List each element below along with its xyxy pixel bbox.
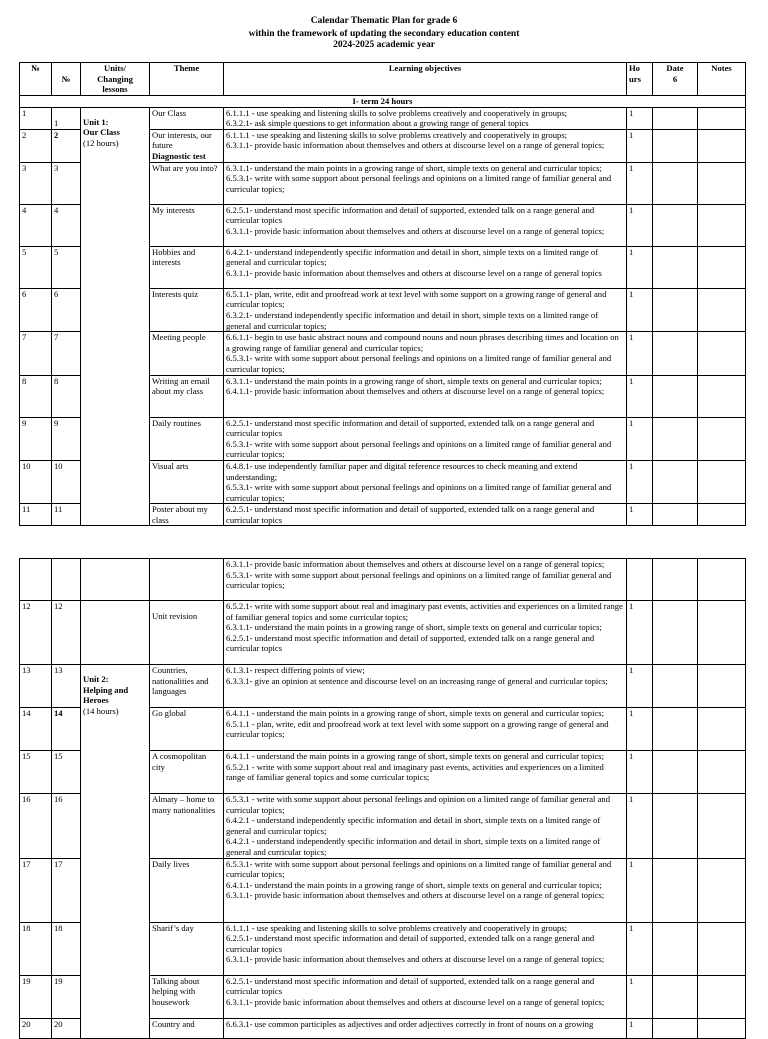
theme-cell (150, 665, 224, 708)
hours-cell: 1 (627, 922, 653, 975)
col-notes: Notes (698, 63, 746, 96)
objective-line: 6.5.3.1- write with some support about personal feelings and opinions on a limited range of familiar general and curricular topics; (226, 569, 612, 591)
term-label: I- term 24 hours (20, 96, 746, 108)
lesson-number: 12 (52, 601, 81, 665)
lesson-number: 20 (52, 1018, 81, 1038)
row-number: 2 (20, 129, 52, 162)
theme-cell (150, 708, 224, 751)
notes-cell (698, 162, 746, 204)
row-number: 14 (20, 708, 52, 751)
lesson-number: 19 (52, 975, 81, 1018)
objective-line: 6.2.5.1- understand most specific information and detail of supported, extended talk on a range general and curricular topics (226, 933, 595, 954)
theme-cell (150, 794, 224, 859)
col-theme: Theme (150, 63, 224, 96)
lesson-number: 8 (52, 375, 81, 417)
hours-cell: 1 (627, 332, 653, 375)
notes-cell (698, 417, 746, 460)
objective-line: 6.5.3.1- write with some support about personal feelings and opinions on a limited range of familiar general and curricular topics; (226, 353, 612, 374)
date-cell (653, 601, 698, 665)
theme-text: What are you into? (152, 162, 218, 173)
notes-cell (698, 1018, 746, 1038)
notes-cell (698, 559, 746, 601)
notes-cell (698, 751, 746, 794)
row-number: 4 (20, 204, 52, 246)
lesson-number: 10 (52, 460, 81, 503)
row-number: 20 (20, 1018, 52, 1038)
date-cell (653, 665, 698, 708)
theme-cell (150, 129, 224, 162)
theme-text: Talking about helping with housework (152, 975, 200, 1007)
row-number: 18 (20, 922, 52, 975)
objective-line: 6.4.1.1 - understand the main points in a growing range of short, simple texts on general and curricular topics; (226, 751, 605, 761)
row-number (20, 559, 52, 601)
theme-cell (150, 504, 224, 526)
objective-line: 6.2.5.1- understand most specific information and detail of supported, extended talk on a range general and curricular topics (226, 504, 595, 525)
hours-cell: 1 (627, 504, 653, 526)
lesson-number: 11 (52, 504, 81, 526)
theme-cell (150, 107, 224, 129)
objectives-cell (224, 332, 627, 375)
objective-line: 6.3.1.1- understand the main points in a growing range of short, simple texts on general and curricular topics; (226, 162, 602, 173)
objective-line: 6.3.2.1- ask simple questions to get information about a growing range of general topics (226, 118, 529, 129)
notes-cell (698, 975, 746, 1018)
row-number: 1 (20, 107, 52, 129)
hours-cell: 1 (627, 288, 653, 331)
row-number: 17 (20, 858, 52, 922)
hours-cell: 1 (627, 204, 653, 246)
unit-cell (81, 665, 150, 1039)
objectives-cell (224, 922, 627, 975)
theme-cell (150, 332, 224, 375)
objectives-cell (224, 858, 627, 922)
row-number: 15 (20, 751, 52, 794)
hours-cell: 1 (627, 460, 653, 503)
hours-cell: 1 (627, 858, 653, 922)
objectives-cell (224, 794, 627, 859)
date-cell (653, 417, 698, 460)
notes-cell (698, 204, 746, 246)
objective-line: 6.1.1.1 - use speaking and listening skills to solve problems creatively and cooperatively in groups; (226, 107, 568, 118)
table-row (20, 601, 746, 665)
col-number: № (20, 63, 52, 96)
objective-line: 6.5.3.1- write with some support about personal feelings and opinions on a limited range of familiar general and curricular topics; (226, 173, 612, 194)
objective-line: 6.3.1.1- provide basic information about themselves and others at discourse level on a range of general topics; (226, 559, 605, 569)
objective-line: 6.3.3.1- give an opinion at sentence and discourse level on an increasing range of general and curricular topics; (226, 675, 608, 686)
objectives-cell (224, 129, 627, 162)
theme-text: A cosmopolitan city (152, 751, 207, 772)
doc-title: Calendar Thematic Plan for grade 6 (310, 16, 458, 26)
objective-line: 6.4.2.1 - understand independently specific information and detail in short, simple texts on a limited range of general and curricular topics; (226, 836, 601, 857)
theme-text: Daily routines (152, 417, 201, 428)
theme-text: Our interests, our future (152, 129, 212, 151)
notes-cell (698, 601, 746, 665)
continuation-row (20, 559, 746, 601)
objective-line: 6.5.3.1- write with some support about personal feelings and opinions on a limited range of familiar general and curricular topics; (226, 858, 612, 880)
date-cell (653, 794, 698, 859)
hours-cell: 1 (627, 708, 653, 751)
date-cell (653, 460, 698, 503)
unit-cell (81, 107, 150, 526)
objective-line: 6.2.5.1- understand most specific information and detail of supported, extended talk on a range general and curricular topics (226, 632, 595, 654)
objective-line: 6.3.1.1- provide basic information about themselves and others at discourse level on a range of general topics; (226, 954, 605, 965)
theme-text: Go global (152, 708, 187, 718)
row-number: 6 (20, 288, 52, 331)
objectives-cell (224, 375, 627, 417)
date-cell (653, 246, 698, 288)
lesson-number: 6 (52, 288, 81, 331)
theme-cell (150, 288, 224, 331)
objective-line: 6.4.1.1 - understand the main points in a growing range of short, simple texts on general and curricular topics; (226, 708, 605, 718)
notes-cell (698, 708, 746, 751)
doc-subtitle: within the framework of updating the secondary education content (248, 29, 520, 39)
plan-table-page1 (19, 62, 746, 526)
objective-line: 6.3.1.1- provide basic information about themselves and others at discourse level on a range of general topics; (226, 140, 605, 151)
notes-cell (698, 332, 746, 375)
notes-cell (698, 858, 746, 922)
objective-line: 6.5.3.1- write with some support about personal feelings and opinions on a limited range of familiar general and curricular topics; (226, 482, 612, 503)
lesson-number: 17 (52, 858, 81, 922)
date-cell (653, 162, 698, 204)
hours-cell (627, 559, 653, 601)
hours-cell: 1 (627, 1018, 653, 1038)
theme-cell (150, 375, 224, 417)
plan-table-page2 (19, 558, 746, 1039)
objective-line: 6.4.1.1- provide basic information about themselves and others at discourse level on a range of general topics; (226, 386, 605, 397)
date-cell (653, 559, 698, 601)
objectives-cell (224, 1018, 627, 1038)
theme-text: Country and (152, 1018, 195, 1029)
hours-cell: 1 (627, 417, 653, 460)
objective-line: 6.3.1.1- provide basic information about themselves and others at discourse level on a range of general topics; (226, 225, 605, 236)
doc-year: 2024-2025 academic year (333, 40, 435, 50)
objective-line: 6.5.3.1- write with some support about personal feelings and opinions on a limited range of familiar general and curricular topics; (226, 438, 612, 460)
date-cell (653, 504, 698, 526)
table-row (20, 107, 746, 129)
objective-line: 6.5.2.1 - write with some support about real and imaginary past events, activities and experiences on a limited range of familiar general topics and some curricular topics; (226, 761, 604, 783)
hours-cell: 1 (627, 794, 653, 859)
objectives-cell (224, 204, 627, 246)
date-cell (653, 107, 698, 129)
date-cell (653, 922, 698, 975)
theme-text: Unit revision (152, 611, 198, 621)
row-number: 16 (20, 794, 52, 859)
lesson-number: 7 (52, 332, 81, 375)
unit1-name: Our Class (83, 127, 120, 138)
objectives-cell (224, 288, 627, 331)
objectives-cell (224, 107, 627, 129)
lesson-number: 13 (52, 665, 81, 708)
notes-cell (698, 460, 746, 503)
objectives-cell (224, 751, 627, 794)
objectives-cell (224, 460, 627, 503)
notes-cell (698, 504, 746, 526)
objectives-cell (224, 559, 627, 601)
theme-cell (150, 1018, 224, 1038)
date-cell (653, 975, 698, 1018)
hours-cell: 1 (627, 375, 653, 417)
hours-cell: 1 (627, 107, 653, 129)
row-number: 8 (20, 375, 52, 417)
objective-line: 6.1.1.1 - use speaking and listening skills to solve problems creatively and cooperatively in groups; (226, 922, 568, 933)
date-cell (653, 332, 698, 375)
lesson-number: 18 (52, 922, 81, 975)
objectives-cell (224, 601, 627, 665)
objective-line: 6.3.1.1- provide basic information about themselves and others at discourse level on a range of general topics; (226, 890, 605, 901)
lesson-number (52, 559, 81, 601)
objective-line: 6.3.1.1- provide basic information about themselves and others at discourse level on a range of general topics (226, 267, 602, 278)
objective-line: 6.1.1.1 - use speaking and listening skills to solve problems creatively and cooperatively in groups; (226, 129, 568, 140)
objective-line: 6.2.5.1- understand most specific information and detail of supported, extended talk on a range general and curricular topics (226, 975, 595, 997)
objective-line: 6.3.1.1- understand the main points in a growing range of short, simple texts on general and curricular topics; (226, 622, 602, 633)
hours-cell: 1 (627, 162, 653, 204)
objective-line: 6.5.1.1 - plan, write, edit and proofread work at text level with some support on a growing range of general and curricular topics; (226, 718, 609, 740)
hours-cell: 1 (627, 246, 653, 288)
objectives-cell (224, 504, 627, 526)
date-cell (653, 751, 698, 794)
col-objectives: Learning objectives (224, 63, 627, 96)
theme-cell (150, 460, 224, 503)
objectives-cell (224, 708, 627, 751)
row-number: 19 (20, 975, 52, 1018)
theme-cell (150, 601, 224, 665)
theme-text: Daily lives (152, 858, 190, 869)
theme-text: Countries, nationalities and languages (152, 665, 209, 697)
col-number-2: № (52, 63, 81, 96)
objective-line: 6.2.5.1- understand most specific information and detail of supported, extended talk on a range general and curricular topics (226, 204, 595, 226)
theme-text: Visual arts (152, 460, 189, 471)
row-number: 13 (20, 665, 52, 708)
date-cell (653, 1018, 698, 1038)
objective-line: 6.2.5.1- understand most specific information and detail of supported, extended talk on a range general and curricular topics (226, 417, 595, 439)
row-number: 5 (20, 246, 52, 288)
objectives-cell (224, 665, 627, 708)
notes-cell (698, 288, 746, 331)
objectives-cell (224, 162, 627, 204)
unit1-hours: (12 hours) (83, 137, 119, 148)
theme-cell (150, 975, 224, 1018)
objective-line: 6.5.3.1 - write with some support about personal feelings and opinion on a limited range of familiar general and curricular topics; (226, 794, 610, 815)
theme-cell (150, 559, 224, 601)
unit2-title: Unit 2: (83, 674, 109, 684)
objective-line: 6.4.2.1 - understand independently specific information and detail in short, simple texts on a limited range of general and curricular topics; (226, 815, 601, 836)
notes-cell (698, 375, 746, 417)
hours-cell: 1 (627, 129, 653, 162)
theme-cell (150, 858, 224, 922)
theme-cell (150, 204, 224, 246)
term-row (20, 96, 746, 108)
objective-line: 6.3.2.1- understand independently specific information and detail in short, simple texts on a limited range of general and curricular topics; (226, 309, 599, 331)
col-units: Units/ Changing lessons (81, 63, 150, 96)
hours-cell: 1 (627, 975, 653, 1018)
date-cell (653, 204, 698, 246)
hours-cell: 1 (627, 665, 653, 708)
row-number: 9 (20, 417, 52, 460)
objectives-cell (224, 975, 627, 1018)
unit2-hours: (14 hours) (83, 705, 119, 716)
date-cell (653, 708, 698, 751)
objective-line: 6.3.1.1- provide basic information about themselves and others at discourse level on a range of general topics; (226, 996, 605, 1007)
theme-text: Our Class (152, 107, 187, 118)
date-cell (653, 858, 698, 922)
lesson-number: 3 (52, 162, 81, 204)
theme-cell (150, 162, 224, 204)
table-row (20, 665, 746, 708)
diagnostic-test-label: Diagnostic test (152, 150, 206, 161)
notes-cell (698, 665, 746, 708)
lesson-number: 9 (52, 417, 81, 460)
row-number: 7 (20, 332, 52, 375)
objective-line: 6.6.3.1- use common participles as adjectives and order adjectives correctly in front of nouns on a growing (226, 1018, 594, 1029)
hours-cell: 1 (627, 751, 653, 794)
theme-text: Interests quiz (152, 288, 199, 299)
notes-cell (698, 922, 746, 975)
unit-cell (81, 601, 150, 665)
notes-cell (698, 107, 746, 129)
theme-text: Hobbies and interests (152, 246, 196, 268)
theme-text: Sharif’s day (152, 922, 194, 933)
unit2-name: Helping and Heroes (83, 684, 129, 706)
objective-line: 6.1.3.1- respect differing points of view; (226, 665, 365, 675)
objective-line: 6.6.1.1- begin to use basic abstract nouns and compound nouns and noun phrases describing times and location on a growing range of familiar general and curricular topics; (226, 332, 619, 353)
theme-text: My interests (152, 204, 195, 215)
theme-cell (150, 751, 224, 794)
unit-cell (81, 559, 150, 601)
unit1-title: Unit 1: (83, 116, 109, 127)
row-number: 11 (20, 504, 52, 526)
objective-line: 6.4.2.1- understand independently specific information and detail in short, simple texts on a limited range of general and curricular topics; (226, 246, 599, 268)
theme-text: Poster about my class (152, 504, 208, 525)
theme-text: Almaty – home to many nationalities (152, 794, 216, 815)
date-cell (653, 375, 698, 417)
col-date: Date 6 (653, 63, 698, 96)
objective-line: 6.4.8.1- use independently familiar paper and digital reference resources to check meaning and extend understanding; (226, 460, 578, 482)
objective-line: 6.5.2.1- write with some support about real and imaginary past events, activities and experiences on a limited range of familiar general topics and some curricular topics; (226, 601, 623, 622)
notes-cell (698, 129, 746, 162)
objectives-cell (224, 417, 627, 460)
lesson-number: 15 (52, 751, 81, 794)
objective-line: 6.5.1.1- plan, write, edit and proofread work at text level with some support on a growing range of general and curricular topics; (226, 288, 607, 310)
date-cell (653, 288, 698, 331)
lesson-number: 5 (52, 246, 81, 288)
hours-cell: 1 (627, 601, 653, 665)
row-number: 3 (20, 162, 52, 204)
date-cell (653, 129, 698, 162)
table-header-row (20, 63, 746, 96)
objective-line: 6.3.1.1- understand the main points in a growing range of short, simple texts on general and curricular topics; (226, 375, 602, 386)
lesson-number: 16 (52, 794, 81, 859)
objectives-cell (224, 246, 627, 288)
theme-cell (150, 246, 224, 288)
theme-text: Writing an email about my class (152, 375, 210, 397)
notes-cell (698, 794, 746, 859)
theme-cell (150, 922, 224, 975)
row-number: 12 (20, 601, 52, 665)
objective-line: 6.4.1.1- understand the main points in a growing range of short, simple texts on general and curricular topics; (226, 879, 602, 890)
theme-cell (150, 417, 224, 460)
col-hours: Ho urs (627, 63, 653, 96)
lesson-number: 1 (52, 107, 81, 129)
theme-text: Meeting people (152, 332, 206, 343)
row-number: 10 (20, 460, 52, 503)
lesson-number: 4 (52, 204, 81, 246)
lesson-number: 2 (52, 129, 81, 162)
lesson-number: 14 (52, 708, 81, 751)
notes-cell (698, 246, 746, 288)
